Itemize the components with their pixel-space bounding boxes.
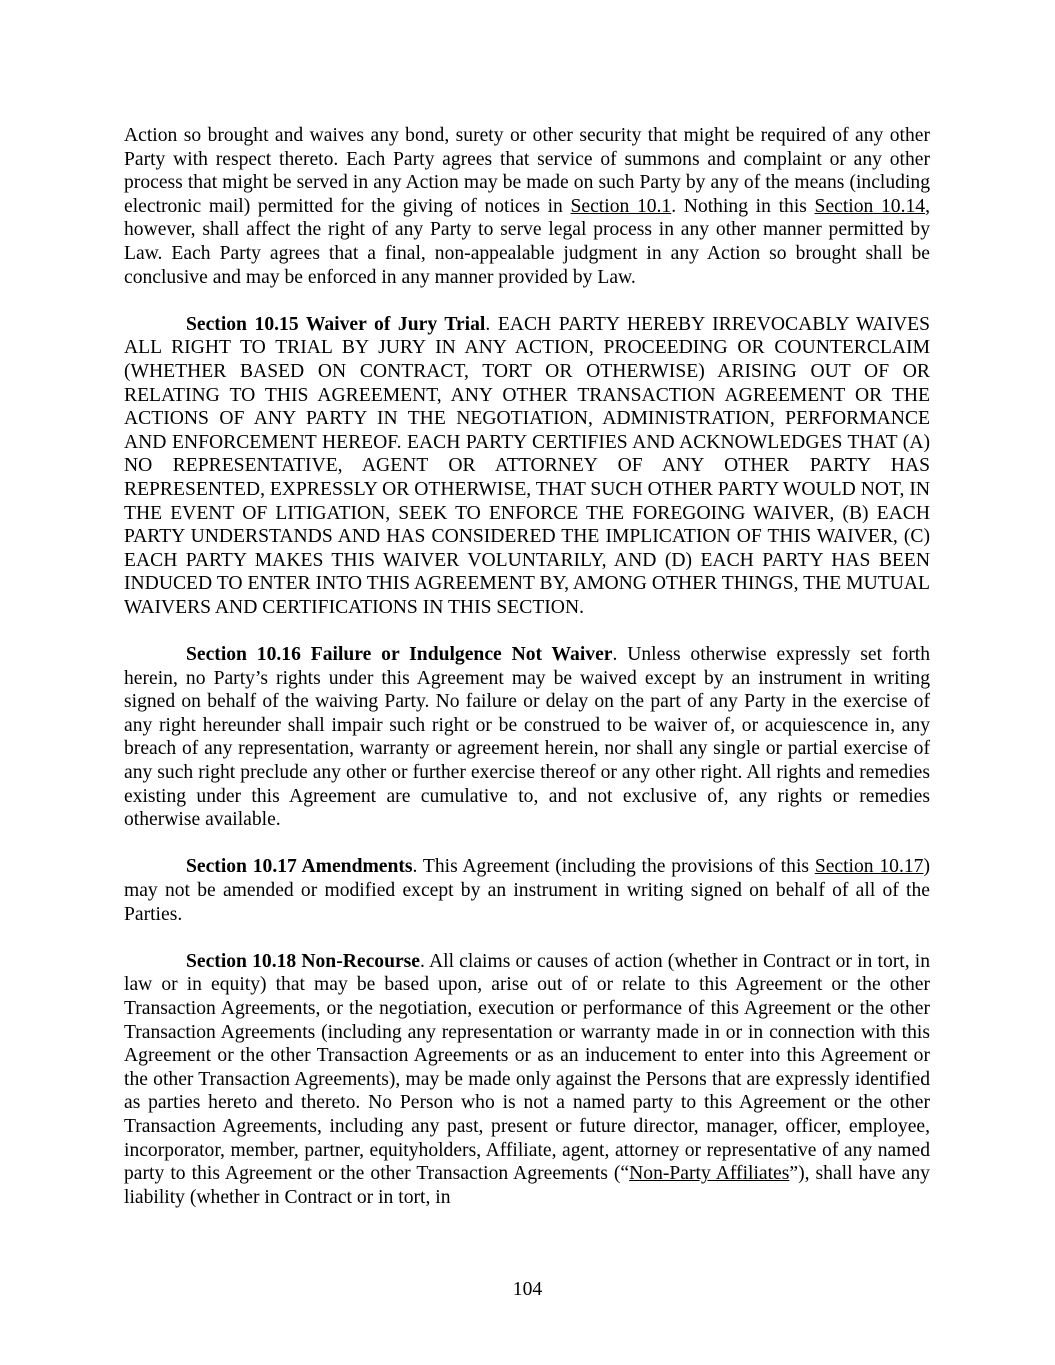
heading-punctuation: . xyxy=(485,313,498,335)
document-page xyxy=(124,124,930,1233)
defined-term-non-party-affiliates: Non-Party Affiliates xyxy=(629,1163,790,1185)
section-reference-10-17: Section 10.17 xyxy=(814,856,924,878)
section-heading: Section 10.16 Failure or Indulgence Not Waiver xyxy=(186,644,613,666)
section-heading: Section 10.15 Waiver of Jury Trial xyxy=(186,313,486,335)
section-10-16 xyxy=(124,643,930,832)
section-body: ) may not be amended or modified except by an instrument in writing signed on behalf of all of the Parties. xyxy=(124,856,930,925)
paragraph-text: . Nothing in this xyxy=(671,195,815,217)
section-body: ”), shall have any liability (whether in Contract or in tort, in xyxy=(124,1163,930,1208)
heading-punctuation: . xyxy=(412,856,423,878)
page-number: 104 xyxy=(512,1279,543,1300)
paragraph-text: Action so brought and waives any bond, surety or other security that might be required of any other Party with respect thereto. Each Party agrees that service of summons and complaint or any other process that might be served in any Action may be made on such Party by any of the means (including electronic mail) permitted for the giving of notices in xyxy=(124,125,930,217)
heading-punctuation: . xyxy=(612,644,628,666)
heading-punctuation: . xyxy=(420,950,429,972)
section-10-17 xyxy=(124,855,930,926)
section-heading: Section 10.18 Non-Recourse xyxy=(186,950,420,972)
section-heading: Section 10.17 Amendments xyxy=(186,856,413,878)
section-body: This Agreement (including the provisions of this xyxy=(422,856,815,878)
section-10-18 xyxy=(124,950,930,1210)
paragraph-text: , however, shall affect the right of any Party to serve legal process in any other manner permitted by Law. Each Party agrees that a final, non-appealable judgment in any Action so brought shall be conclusive and may be enforced in any manner provided by Law. xyxy=(124,195,930,288)
section-body: Unless otherwise expressly set forth herein, no Party’s rights under this Agreement may be waived except by an instrument in writing signed on behalf of the waiving Party. No failure or delay on the part of any Party in the exercise of any right hereunder shall impair such right or be construed to be waiver of, or acquiescence in, any breach of any representation, warranty or agreement herein, nor shall any single or partial exercise of any such right preclude any other or further exercise thereof or any other right. All rights and remedies existing under this Agreement are cumulative to, and not exclusive of, any rights or remedies otherwise available. xyxy=(124,644,931,831)
section-body: All claims or causes of action (whether in Contract or in tort, in law or in equity) that may be based upon, arise out of or relate to this Agreement or the other Transaction Agreements, or the negotiation, execution or performance of this Agreement or the other Transaction Agreements (including any representation or warranty made in or in connection with this Agreement or the other Transaction Agreements or as an inducement to enter into this Agreement or the other Transaction Agreements), may be made only against the Persons that are expressly identified as parties hereto and thereto. No Person who is not a named party to this Agreement or the other Transaction Agreements, including any past, present or future director, manager, officer, employee, incorporator, member, partner, equityholders, Affiliate, agent, attorney or representative of any named party to this Agreement or the other Transaction Agreements (“ xyxy=(124,950,931,1185)
section-body: EACH PARTY HEREBY IRREVOCABLY WAIVES ALL RIGHT TO TRIAL BY JURY IN ANY ACTION, PROCEEDING OR COUNTERCLAIM (WHETHER BASED ON CONTRACT, TORT OR OTHERWISE) ARISING OUT OF OR RELATING TO THIS AGREEMENT, ANY OTHER TRANSACTION AGREEMENT OR THE ACTIONS OF ANY PARTY IN THE NEGOTIATION, ADMINISTRATION, PERFORMANCE AND ENFORCEMENT HEREOF. EACH PARTY CERTIFIES AND ACKNOWLEDGES THAT (A) NO REPRESENTATIVE, AGENT OR ATTORNEY OF ANY OTHER PARTY HAS REPRESENTED, EXPRESSLY OR OTHERWISE, THAT SUCH OTHER PARTY WOULD NOT, IN THE EVENT OF LITIGATION, SEEK TO ENFORCE THE FOREGOING WAIVER, (B) EACH PARTY UNDERSTANDS AND HAS CONSIDERED THE IMPLICATION OF THIS WAIVER, (C) EACH PARTY MAKES THIS WAIVER VOLUNTARILY, AND (D) EACH PARTY HAS BEEN INDUCED TO ENTER INTO THIS AGREEMENT BY, AMONG OTHER THINGS, THE MUTUAL WAIVERS AND CERTIFICATIONS IN THIS SECTION. xyxy=(124,313,931,618)
section-reference-10-14: Section 10.14 xyxy=(814,195,926,217)
paragraph-continuation xyxy=(124,124,930,289)
section-10-15 xyxy=(124,313,930,620)
section-reference-10-1: Section 10.1 xyxy=(570,195,672,217)
